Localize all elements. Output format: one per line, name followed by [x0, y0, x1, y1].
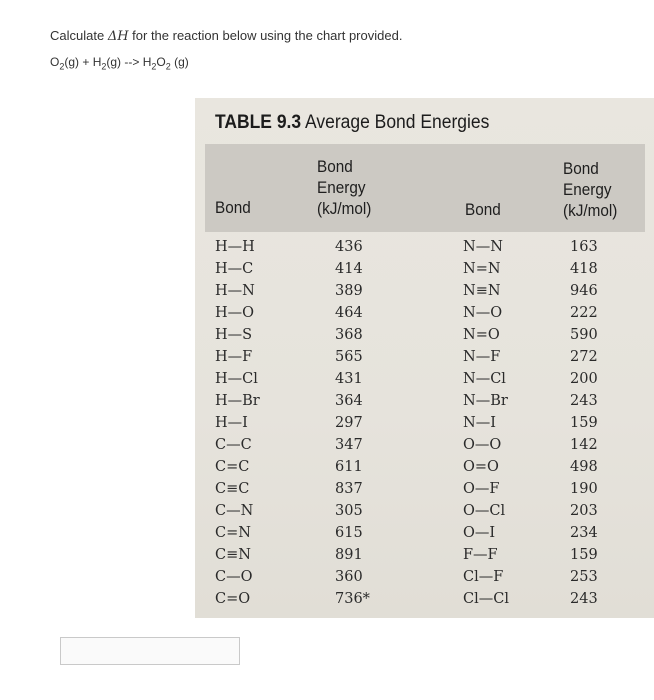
- header-energy-right: Bond Energy (kJ/mol): [563, 159, 618, 220]
- energy-cell: 464: [335, 305, 363, 321]
- delta-h-symbol: ΔH: [107, 29, 129, 44]
- bond-cell: C—N: [215, 503, 254, 519]
- energy-cell: 203: [570, 503, 598, 519]
- energy-cell: 615: [335, 525, 363, 541]
- bond-cell: N=N: [463, 261, 501, 277]
- bond-energy-table-photo: [195, 98, 654, 618]
- header-energy-left: Bond Energy (kJ/mol): [317, 157, 372, 218]
- energy-cell: 431: [335, 371, 363, 387]
- bond-cell: C≡C: [215, 481, 250, 497]
- table-number: TABLE 9.3: [215, 112, 302, 133]
- bond-cell: N≡N: [463, 283, 501, 299]
- header-bond-left: Bond: [215, 198, 251, 217]
- bond-cell: C≡N: [215, 547, 251, 563]
- energy-cell: 389: [335, 283, 363, 299]
- reaction-part: O: [156, 55, 166, 69]
- reaction-subscript: 2: [59, 61, 65, 72]
- energy-cell: 590: [570, 327, 598, 343]
- bond-cell: C—O: [215, 569, 253, 585]
- energy-cell: 418: [570, 261, 598, 277]
- bond-cell: N—Br: [463, 393, 508, 409]
- energy-cell: 837: [335, 481, 363, 497]
- question-prefix: Calculate: [50, 28, 108, 43]
- bond-cell: H—S: [215, 327, 253, 343]
- bond-cell: N—Cl: [463, 371, 506, 387]
- bond-cell: C—C: [215, 437, 252, 453]
- bond-cell: N—F: [463, 349, 501, 365]
- energy-cell: 347: [335, 437, 363, 453]
- bond-cell: H—Br: [215, 393, 260, 409]
- energy-cell: 368: [335, 327, 363, 343]
- left-bond-column: [215, 236, 260, 610]
- reaction-part: (g): [170, 55, 189, 69]
- reaction-subscript: 2: [165, 61, 171, 72]
- bond-cell: F—F: [463, 547, 498, 563]
- energy-cell: 243: [570, 393, 598, 409]
- bond-cell: O—Cl: [463, 503, 506, 519]
- energy-cell: 253: [570, 569, 598, 585]
- energy-cell: 305: [335, 503, 363, 519]
- answer-input[interactable]: [60, 637, 240, 665]
- bond-cell: H—H: [215, 239, 255, 255]
- bond-cell: O—O: [463, 437, 502, 453]
- bond-cell: H—Cl: [215, 371, 258, 387]
- energy-cell: 200: [570, 371, 598, 387]
- bond-cell: Cl—Cl: [463, 591, 509, 607]
- left-energy-column: [335, 236, 370, 610]
- bond-cell: N—I: [463, 415, 496, 431]
- bond-cell: H—N: [215, 283, 255, 299]
- question-text: [50, 28, 402, 44]
- bond-cell: O—I: [463, 525, 496, 541]
- bond-cell: Cl—F: [463, 569, 504, 585]
- energy-cell: 234: [570, 525, 598, 541]
- bond-cell: H—F: [215, 349, 253, 365]
- energy-cell: 297: [335, 415, 363, 431]
- bond-cell: H—C: [215, 261, 254, 277]
- bond-cell: N=O: [463, 327, 500, 343]
- reaction-part: (g) + H: [64, 55, 102, 69]
- table-title: [215, 112, 489, 134]
- energy-cell: 159: [570, 547, 598, 563]
- energy-cell: 364: [335, 393, 363, 409]
- table-title-text: Average Bond Energies: [301, 112, 490, 133]
- header-bond-right: Bond: [465, 200, 501, 219]
- reaction-part: (g) --> H: [106, 55, 152, 69]
- right-bond-column: [463, 236, 509, 610]
- question-suffix: for the reaction below using the chart provided.: [128, 28, 403, 43]
- bond-cell: N—N: [463, 239, 503, 255]
- energy-cell: 360: [335, 569, 363, 585]
- bond-cell: H—I: [215, 415, 248, 431]
- bond-cell: O=O: [463, 459, 499, 475]
- reaction-equation: [50, 55, 189, 71]
- bond-cell: N—O: [463, 305, 503, 321]
- reaction-subscript: 2: [151, 61, 157, 72]
- reaction-subscript: 2: [101, 61, 107, 72]
- energy-cell: 159: [570, 415, 598, 431]
- bond-cell: C=O: [215, 591, 251, 607]
- energy-cell: 190: [570, 481, 598, 497]
- energy-cell: 222: [570, 305, 598, 321]
- energy-cell: 163: [570, 239, 598, 255]
- energy-cell: 736*: [335, 591, 370, 607]
- right-energy-column: [570, 236, 598, 610]
- energy-cell: 272: [570, 349, 598, 365]
- bond-cell: C=N: [215, 525, 251, 541]
- energy-cell: 891: [335, 547, 363, 563]
- bond-cell: H—O: [215, 305, 255, 321]
- energy-cell: 142: [570, 437, 598, 453]
- bond-cell: O—F: [463, 481, 500, 497]
- energy-cell: 498: [570, 459, 598, 475]
- energy-cell: 946: [570, 283, 598, 299]
- energy-cell: 414: [335, 261, 363, 277]
- energy-cell: 243: [570, 591, 598, 607]
- bond-cell: C=C: [215, 459, 250, 475]
- reaction-part: O: [50, 55, 60, 69]
- energy-cell: 565: [335, 349, 363, 365]
- energy-cell: 611: [335, 459, 363, 475]
- energy-cell: 436: [335, 239, 363, 255]
